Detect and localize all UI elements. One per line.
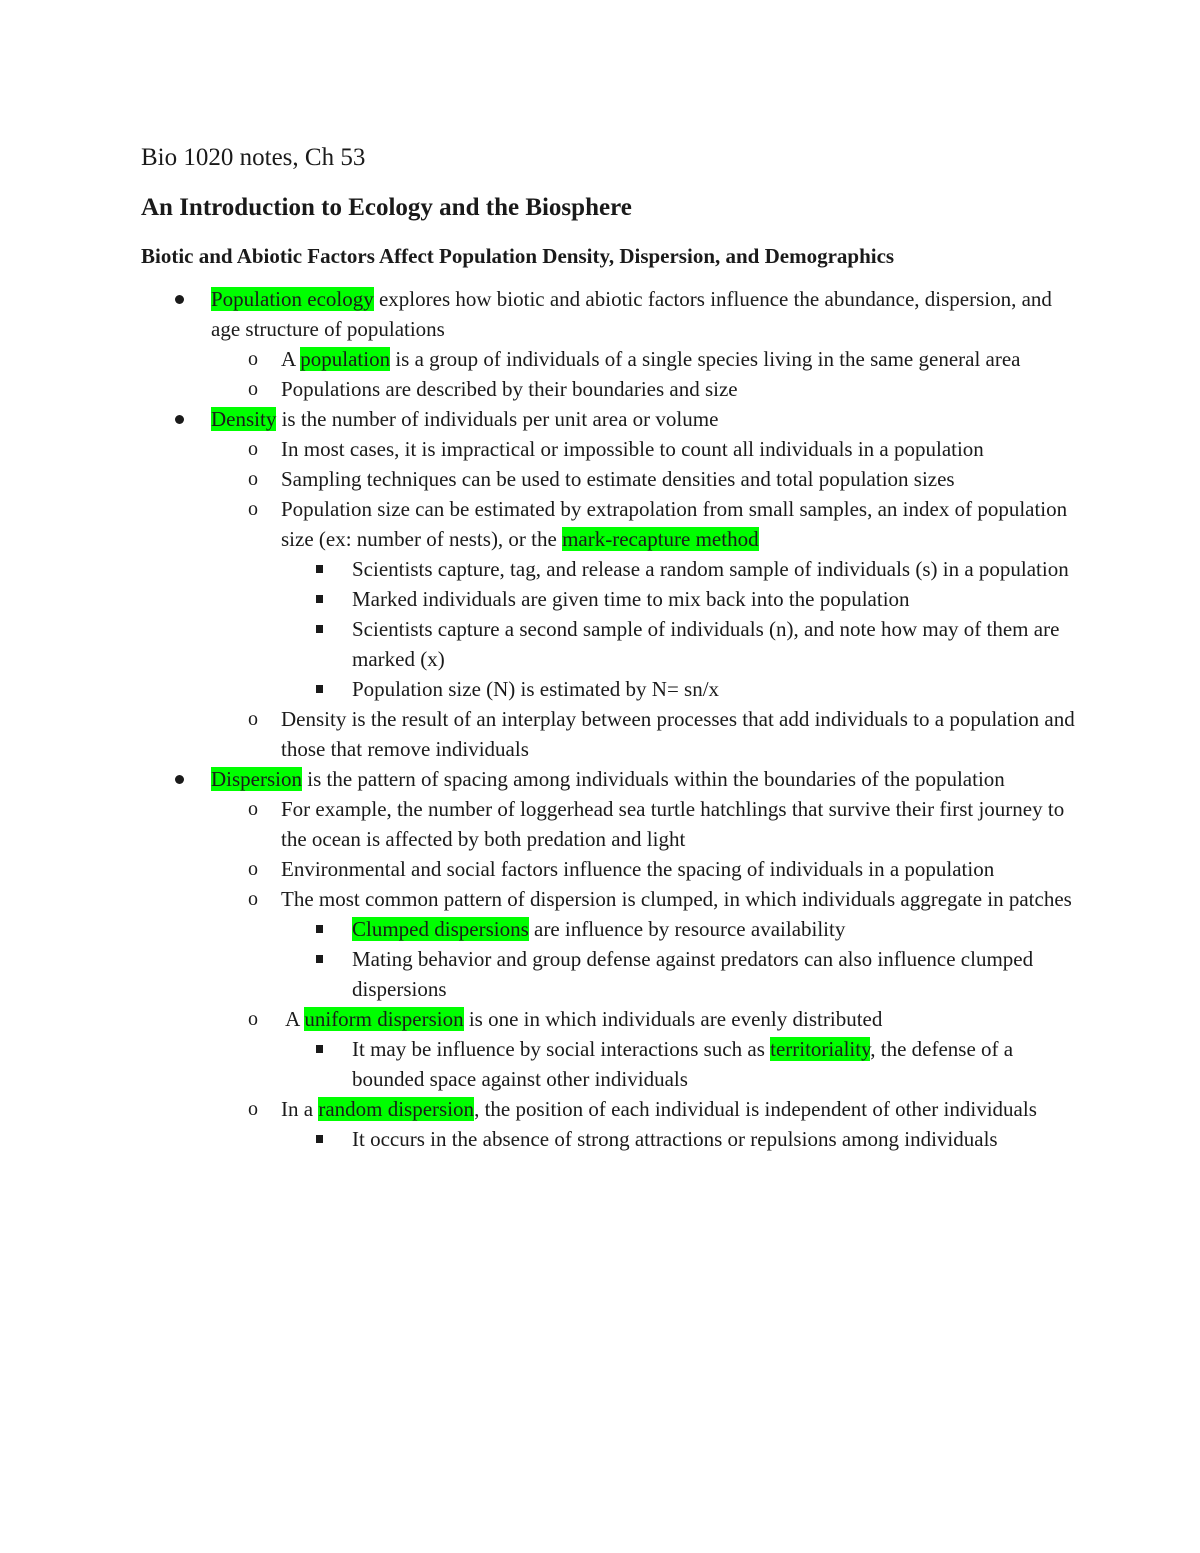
item-text: Scientists capture a second sample of individuals (n), and note how may of them are marked (x) xyxy=(352,617,1060,671)
square-bullet-icon xyxy=(316,625,323,633)
document-title: Bio 1020 notes, Ch 53 xyxy=(141,144,366,171)
bullet-icon xyxy=(175,775,184,784)
item-text: Environmental and social factors influence the spacing of individuals in a population xyxy=(281,857,995,881)
square-bullet-icon xyxy=(316,685,323,693)
sub-sub-list xyxy=(281,1124,1081,1154)
sub-list xyxy=(211,794,1081,1154)
sub-item xyxy=(211,794,1081,854)
circle-bullet-icon: o xyxy=(248,1008,258,1030)
square-bullet-icon xyxy=(316,565,323,573)
sub-item xyxy=(211,1004,1081,1094)
list-item-density xyxy=(141,404,1081,764)
item-text: are influence by resource availability xyxy=(528,917,846,941)
sub-item xyxy=(211,494,1081,704)
sub-sub-item xyxy=(281,554,1081,584)
sub-item xyxy=(211,374,1081,404)
item-text: It may be influence by social interactions such as xyxy=(352,1037,771,1061)
circle-bullet-icon: o xyxy=(248,468,258,490)
item-text: , the defense of a bounded space against other individuals xyxy=(352,1037,1014,1091)
item-text: Population size (N) is estimated by N= sn/x xyxy=(352,677,720,701)
sub-item xyxy=(211,704,1081,764)
highlighted-term: Density xyxy=(211,407,277,431)
sub-item xyxy=(211,434,1081,464)
sub-list xyxy=(211,344,1081,404)
sub-sub-item xyxy=(281,914,1081,944)
circle-bullet-icon: o xyxy=(248,498,258,520)
sub-item xyxy=(211,344,1081,374)
item-text: A xyxy=(281,347,301,371)
square-bullet-icon xyxy=(316,595,323,603)
item-text: is the number of individuals per unit area or volume xyxy=(276,407,719,431)
item-text: Density is the result of an interplay between processes that add individuals to a population and those that remove individuals xyxy=(281,707,1075,761)
item-text: For example, the number of loggerhead sea turtle hatchlings that survive their first journey to the ocean is affected by both predation and light xyxy=(281,797,1065,851)
circle-bullet-icon: o xyxy=(248,798,258,820)
sub-item xyxy=(211,854,1081,884)
sub-sub-item xyxy=(281,1034,1081,1094)
highlighted-term: Dispersion xyxy=(211,767,302,791)
item-text: Marked individuals are given time to mix back into the population xyxy=(352,587,910,611)
sub-sub-item xyxy=(281,1124,1081,1154)
sub-sub-item xyxy=(281,944,1081,1004)
sub-sub-list xyxy=(281,554,1081,704)
bullet-icon xyxy=(175,415,184,424)
square-bullet-icon xyxy=(316,1045,323,1053)
highlighted-term: population xyxy=(300,347,391,371)
item-text: It occurs in the absence of strong attractions or repulsions among individuals xyxy=(352,1127,998,1151)
highlighted-term: Clumped dispersions xyxy=(352,917,529,941)
circle-bullet-icon: o xyxy=(248,1098,258,1120)
sub-sub-list xyxy=(281,914,1081,1004)
square-bullet-icon xyxy=(316,955,323,963)
circle-bullet-icon: o xyxy=(248,858,258,880)
section-heading: Biotic and Abiotic Factors Affect Population Density, Dispersion, and Demographics xyxy=(141,244,895,268)
item-text: is one in which individuals are evenly distributed xyxy=(463,1007,883,1031)
square-bullet-icon xyxy=(316,1135,323,1143)
highlighted-term: territoriality xyxy=(770,1037,871,1061)
circle-bullet-icon: o xyxy=(248,348,258,370)
square-bullet-icon xyxy=(316,925,323,933)
document-subtitle: An Introduction to Ecology and the Biosphere xyxy=(141,194,632,221)
circle-bullet-icon: o xyxy=(248,378,258,400)
circle-bullet-icon: o xyxy=(248,888,258,910)
sub-sub-item xyxy=(281,674,1081,704)
circle-bullet-icon: o xyxy=(248,438,258,460)
item-text: In most cases, it is impractical or impossible to count all individuals in a population xyxy=(281,437,984,461)
sub-list xyxy=(211,434,1081,764)
item-text: The most common pattern of dispersion is clumped, in which individuals aggregate in patches xyxy=(281,887,1072,911)
highlighted-term: random dispersion xyxy=(318,1097,475,1121)
notes-outline xyxy=(141,284,1081,1154)
list-item-population-ecology xyxy=(141,284,1081,404)
item-text: Mating behavior and group defense against predators can also influence clumped dispersions xyxy=(352,947,1034,1001)
highlighted-term: Population ecology xyxy=(211,287,374,311)
item-text: , the position of each individual is independent of other individuals xyxy=(474,1097,1037,1121)
highlighted-term: mark-recapture method xyxy=(562,527,759,551)
item-text: is a group of individuals of a single species living in the same general area xyxy=(390,347,1021,371)
sub-item xyxy=(211,1094,1081,1154)
item-text: explores how biotic and abiotic factors influence the abundance, dispersion, and age structure of populations xyxy=(211,287,1052,341)
item-text: Population size can be estimated by extrapolation from small samples, an index of population size (ex: number of nests), or the xyxy=(281,497,1068,551)
sub-item xyxy=(211,464,1081,494)
bullet-list xyxy=(141,284,1081,1154)
list-item-dispersion xyxy=(141,764,1081,1154)
highlighted-term: uniform dispersion xyxy=(304,1007,464,1031)
sub-sub-item xyxy=(281,614,1081,674)
sub-sub-list xyxy=(281,1034,1081,1094)
bullet-icon xyxy=(175,295,184,304)
sub-sub-item xyxy=(281,584,1081,614)
sub-item xyxy=(211,884,1081,1004)
item-text: Scientists capture, tag, and release a random sample of individuals (s) in a population xyxy=(352,557,1069,581)
item-text: A xyxy=(281,1007,305,1031)
item-text: Sampling techniques can be used to estimate densities and total population sizes xyxy=(281,467,955,491)
item-text: Populations are described by their boundaries and size xyxy=(281,377,738,401)
item-text: In a xyxy=(281,1097,319,1121)
circle-bullet-icon: o xyxy=(248,708,258,730)
item-text: is the pattern of spacing among individuals within the boundaries of the population xyxy=(302,767,1005,791)
